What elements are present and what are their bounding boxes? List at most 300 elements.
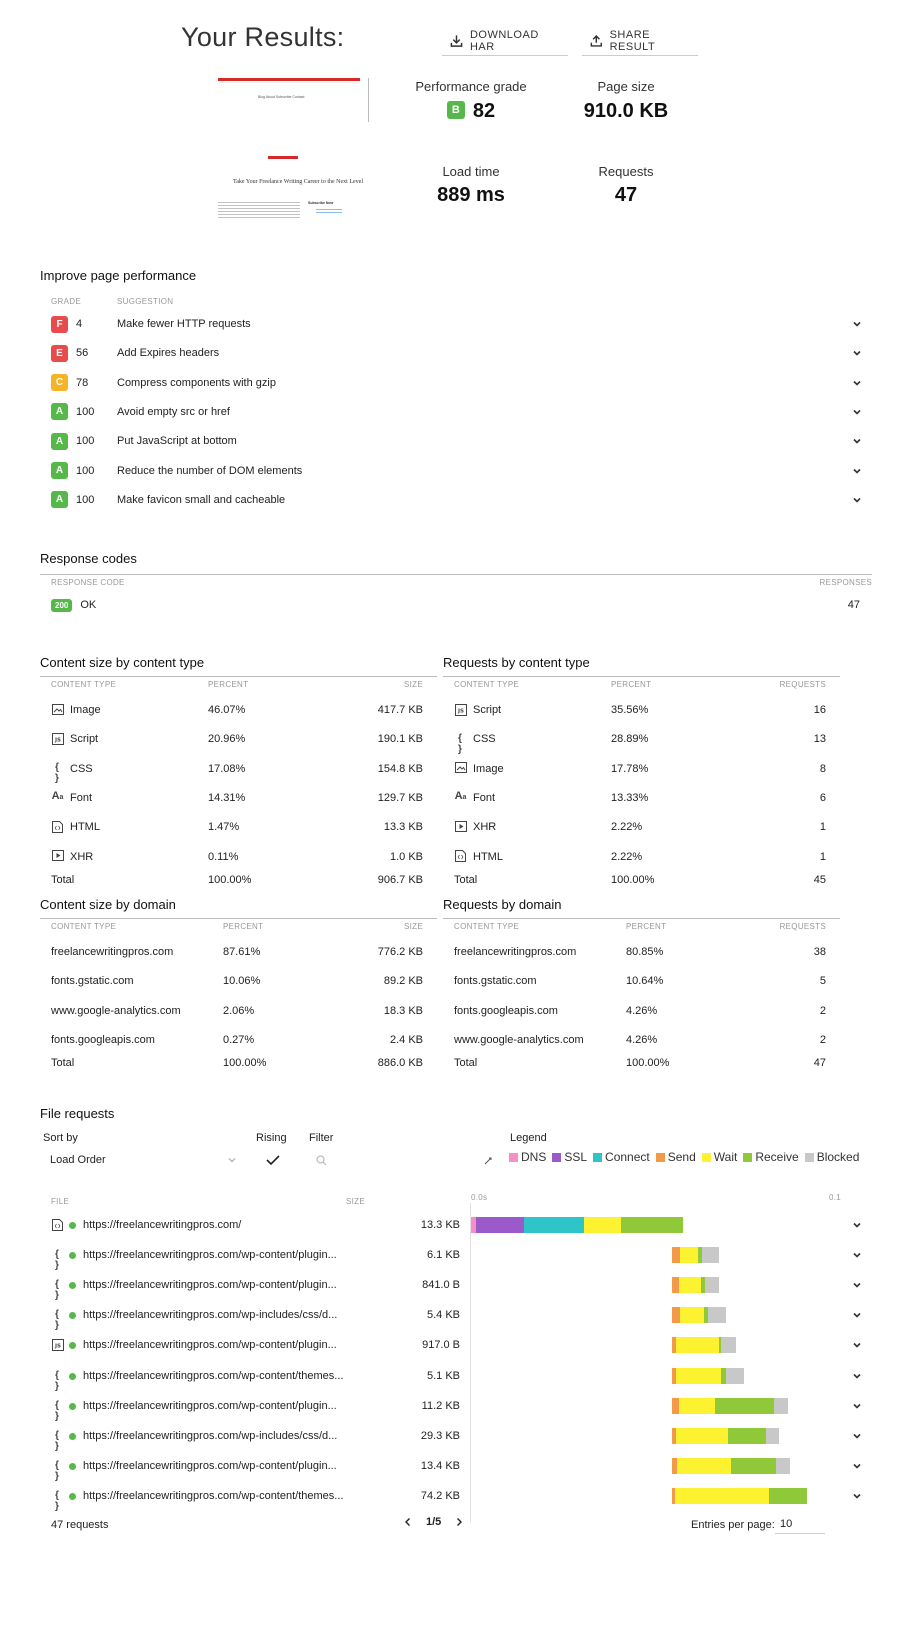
content-type-column-header: CONTENT TYPE <box>51 680 117 689</box>
legend-swatch <box>805 1153 814 1162</box>
rising-label: Rising <box>256 1132 287 1144</box>
legend-label: Legend <box>510 1132 547 1144</box>
table-row <box>443 724 836 754</box>
share-result-button[interactable] <box>582 26 698 56</box>
total-percent: 100.00% <box>626 1057 670 1070</box>
timing-blocked-segment <box>726 1368 745 1384</box>
row-value: 2 <box>819 1004 826 1017</box>
row-percent: 1.47% <box>208 821 240 834</box>
row-percent: 13.33% <box>611 791 649 804</box>
grade-score: 82 <box>472 100 496 122</box>
suggestion-row[interactable] <box>40 456 872 486</box>
file-request-row[interactable] <box>40 1481 872 1511</box>
chevron-down-icon[interactable] <box>852 495 862 505</box>
total-label: Total <box>454 873 478 886</box>
file-request-row[interactable] <box>40 1330 872 1360</box>
grade-column-header: GRADE <box>51 297 81 306</box>
timing-blocked-segment <box>776 1458 789 1474</box>
sort-select[interactable] <box>50 1149 236 1171</box>
waterfall-bar <box>471 1307 792 1323</box>
waterfall-bar <box>471 1458 792 1474</box>
script-icon <box>454 704 467 717</box>
status-dot <box>69 1433 76 1440</box>
row-percent: 4.26% <box>626 1004 658 1017</box>
suggestion-score: 100 <box>76 493 95 506</box>
row-label: fonts.gstatic.com <box>51 975 134 988</box>
legend-text: Wait <box>713 1150 738 1164</box>
script-icon <box>51 1339 64 1352</box>
chevron-down-icon[interactable] <box>852 1220 862 1230</box>
chevron-down-icon[interactable] <box>852 1491 862 1501</box>
sort-select-value: Load Order <box>50 1154 106 1166</box>
suggestion-text: Reduce the number of DOM elements <box>117 464 303 477</box>
download-icon <box>450 34 463 48</box>
waterfall-bar <box>471 1488 792 1504</box>
row-label: fonts.googleapis.com <box>454 1004 558 1017</box>
file-request-row[interactable] <box>40 1240 872 1270</box>
file-url: https://freelancewritingpros.com/ <box>83 1219 242 1231</box>
value-column-header: REQUESTS <box>779 922 826 931</box>
timing-wait-segment <box>584 1217 621 1233</box>
filter-input[interactable] <box>309 1150 479 1172</box>
file-request-row[interactable] <box>40 1300 872 1330</box>
row-value: 776.2 KB <box>377 946 423 958</box>
file-url: https://freelancewritingpros.com/wp-content/plugin... <box>83 1279 337 1292</box>
page-size-label: Page size <box>597 79 655 94</box>
grade-letter-badge: A <box>51 462 68 479</box>
css-icon: { } <box>55 1459 60 1482</box>
legend-text: Blocked <box>816 1150 860 1164</box>
chevron-down-icon[interactable] <box>852 466 862 476</box>
timeline-end-label: 0.1 <box>829 1193 842 1202</box>
suggestion-row[interactable] <box>40 485 872 515</box>
total-percent: 100.00% <box>611 873 655 886</box>
html-icon <box>51 1219 64 1232</box>
timing-wait-segment <box>680 1307 704 1323</box>
table-total-row <box>443 1048 836 1078</box>
image-icon <box>454 762 467 775</box>
chevron-down-icon[interactable] <box>852 407 862 417</box>
status-dot <box>69 1493 76 1500</box>
content-type-column-header: CONTENT TYPE <box>454 680 520 689</box>
row-label: HTML <box>70 821 100 834</box>
svg-text:JS: JS <box>54 737 61 744</box>
row-percent: 35.56% <box>611 704 649 716</box>
file-size: 13.3 KB <box>420 1219 460 1231</box>
chevron-down-icon[interactable] <box>852 1280 862 1290</box>
file-request-row[interactable] <box>40 1270 872 1300</box>
row-percent: 17.78% <box>611 762 649 775</box>
legend-item <box>656 1150 696 1164</box>
chevron-down-icon[interactable] <box>852 1310 862 1320</box>
suggestion-score: 100 <box>76 435 95 448</box>
entries-per-page-select[interactable]: 10 <box>775 1512 825 1534</box>
requests-value: 47 <box>614 184 638 206</box>
grade-letter-badge: E <box>51 345 68 362</box>
row-value: 13 <box>813 733 826 746</box>
responses-column-header: RESPONSES <box>819 578 872 587</box>
total-percent: 100.00% <box>208 873 252 886</box>
value-column-header: SIZE <box>404 680 423 689</box>
file-url: https://freelancewritingpros.com/wp-includes/css/d... <box>83 1309 338 1322</box>
suggestion-score: 56 <box>76 347 89 360</box>
suggestion-text: Avoid empty src or href <box>117 405 230 418</box>
suggestion-score: 100 <box>76 405 95 418</box>
row-value: 5 <box>819 975 826 988</box>
total-value: 45 <box>813 873 826 886</box>
table-row <box>443 754 836 784</box>
table-row <box>443 695 836 725</box>
css-icon: { } <box>55 1399 60 1422</box>
chevron-down-icon[interactable] <box>852 1431 862 1441</box>
row-percent: 2.06% <box>223 1004 255 1017</box>
grade-letter-badge: A <box>51 433 68 450</box>
file-size: 841.0 B <box>422 1279 460 1292</box>
waterfall-bar <box>471 1398 792 1414</box>
row-label: fonts.gstatic.com <box>454 975 537 988</box>
download-har-label: DOWNLOAD HAR <box>469 28 539 53</box>
table-row <box>443 996 836 1026</box>
row-label: fonts.googleapis.com <box>51 1033 155 1046</box>
suggestion-column-header: SUGGESTION <box>117 297 174 306</box>
status-dot <box>69 1312 76 1319</box>
suggestion-row[interactable] <box>40 426 872 456</box>
css-icon: { } <box>55 1429 60 1452</box>
row-percent: 14.31% <box>208 791 246 804</box>
row-value: 89.2 KB <box>383 975 423 988</box>
timing-send-segment <box>672 1307 680 1323</box>
sort-by-label: Sort by <box>43 1132 78 1144</box>
suggestion-score: 100 <box>76 464 95 477</box>
suggestion-score: 78 <box>76 376 89 389</box>
timing-wait-segment <box>675 1488 769 1504</box>
row-label: Image <box>473 762 504 775</box>
table-row <box>40 724 433 754</box>
grade-letter-badge: C <box>51 374 68 391</box>
file-size: 13.4 KB <box>420 1459 460 1472</box>
timing-send-segment <box>672 1247 680 1263</box>
suggestion-text: Put JavaScript at bottom <box>117 435 237 448</box>
content_size_domain-title: Content size by domain <box>40 897 176 912</box>
chevron-down-icon[interactable] <box>852 319 862 329</box>
chevron-down-icon[interactable] <box>852 378 862 388</box>
table-row <box>443 937 836 967</box>
timing-wait-segment <box>676 1428 727 1444</box>
chevron-down-icon[interactable] <box>852 436 862 446</box>
timing-send-segment <box>672 1277 679 1293</box>
file-url: https://freelancewritingpros.com/wp-includes/css/d... <box>83 1429 338 1442</box>
row-label: HTML <box>473 850 503 863</box>
entries-per-page-label: Entries per page: <box>691 1519 775 1531</box>
status-count: 47 <box>847 599 860 611</box>
performance-section-title: Improve page performance <box>40 268 197 283</box>
timing-wait-segment <box>677 1458 731 1474</box>
row-label: Script <box>70 733 99 746</box>
row-value: 154.8 KB <box>377 762 423 775</box>
row-value: 16 <box>813 704 826 716</box>
row-label: www.google-analytics.com <box>454 1033 584 1046</box>
row-label: freelancewritingpros.com <box>454 946 577 958</box>
row-label: Font <box>473 791 496 804</box>
table-row <box>40 695 433 725</box>
row-percent: 0.11% <box>208 850 239 863</box>
timing-blocked-segment <box>702 1247 719 1263</box>
status-text: OK <box>80 599 97 611</box>
timing-receive-segment <box>621 1217 683 1233</box>
row-value: 13.3 KB <box>383 821 423 834</box>
value-column-header: REQUESTS <box>779 680 826 689</box>
timing-blocked-segment <box>705 1277 719 1293</box>
legend-swatch <box>552 1153 561 1162</box>
row-value: 1 <box>819 850 826 863</box>
table-row <box>40 966 433 996</box>
image-icon <box>51 704 64 717</box>
file-size: 917.0 B <box>422 1339 460 1352</box>
waterfall-bar <box>471 1428 792 1444</box>
total-value: 906.7 KB <box>377 873 423 886</box>
next-page-icon[interactable] <box>455 1517 463 1527</box>
row-percent: 28.89% <box>611 733 649 746</box>
row-percent: 46.07% <box>208 704 246 716</box>
table-row <box>40 754 433 784</box>
chevron-down-icon[interactable] <box>852 1461 862 1471</box>
total-label: Total <box>454 1057 478 1070</box>
font-icon: Aa <box>454 790 467 803</box>
percent-column-header: PERCENT <box>611 680 652 689</box>
file-size: 6.1 KB <box>426 1249 460 1262</box>
performance-grade-value <box>391 100 551 123</box>
percent-column-header: PERCENT <box>208 680 249 689</box>
legend-item <box>743 1150 798 1164</box>
chevron-down-icon[interactable] <box>852 1401 862 1411</box>
file-request-row[interactable] <box>40 1210 872 1240</box>
html-icon <box>454 850 467 863</box>
total-percent: 100.00% <box>223 1057 267 1070</box>
suggestion-text: Compress components with gzip <box>117 376 276 389</box>
legend-text: Send <box>667 1150 696 1164</box>
search-icon <box>316 1155 327 1166</box>
file-size: 5.4 KB <box>426 1309 460 1322</box>
page-screenshot-thumbnail <box>218 78 380 230</box>
value-column-header: SIZE <box>404 922 423 931</box>
row-percent: 20.96% <box>208 733 246 746</box>
share-result-label: SHARE RESULT <box>609 28 656 53</box>
load-time-label: Load time <box>442 164 500 179</box>
waterfall-bar <box>471 1247 792 1263</box>
timing-wait-segment <box>676 1368 721 1384</box>
suggestion-row[interactable] <box>40 338 872 368</box>
row-percent: 2.22% <box>611 850 643 863</box>
svg-text:JS: JS <box>54 1343 61 1350</box>
timing-connect-segment <box>524 1217 584 1233</box>
row-label: XHR <box>70 850 94 863</box>
thumbnail-nav: Blog About Subscribe Contact <box>258 95 305 99</box>
xhr-icon <box>51 850 64 863</box>
css-icon: { } <box>55 762 60 785</box>
timing-wait-segment <box>679 1277 701 1293</box>
legend <box>509 1150 865 1165</box>
percent-column-header: PERCENT <box>223 922 264 931</box>
chevron-down-icon <box>228 1156 236 1164</box>
file-url: https://freelancewritingpros.com/wp-content/themes... <box>83 1489 344 1502</box>
row-label: Script <box>473 704 502 716</box>
requests-count: 47 requests <box>51 1519 109 1531</box>
file-size: 74.2 KB <box>420 1489 460 1502</box>
thumbnail-subscribe: Subscribe Now <box>308 201 334 205</box>
timing-receive-segment <box>715 1398 773 1414</box>
row-label: www.google-analytics.com <box>51 1004 181 1017</box>
download-har-button[interactable] <box>442 26 568 56</box>
status-dot <box>69 1282 76 1289</box>
file-size: 11.2 KB <box>421 1399 460 1412</box>
legend-swatch <box>656 1153 665 1162</box>
suggestion-row[interactable] <box>40 397 872 427</box>
row-value: 417.7 KB <box>377 704 423 716</box>
row-value: 1.0 KB <box>389 850 423 863</box>
timing-blocked-segment <box>766 1428 779 1444</box>
timing-send-segment <box>672 1398 679 1414</box>
html-icon <box>51 821 64 834</box>
response-code-row <box>40 590 872 620</box>
status-dot <box>69 1252 76 1259</box>
timing-blocked-segment <box>708 1307 726 1323</box>
file-request-row[interactable] <box>40 1361 872 1391</box>
table-total-row <box>40 1048 433 1078</box>
file-size: 29.3 KB <box>420 1429 460 1442</box>
css-icon: { } <box>55 1309 60 1332</box>
suggestion-row[interactable] <box>40 368 872 398</box>
grade-letter-badge: F <box>51 316 68 333</box>
content_size_type-title: Content size by content type <box>40 655 205 670</box>
content-type-column-header: CONTENT TYPE <box>454 922 520 931</box>
row-label: XHR <box>473 821 497 834</box>
timing-receive-segment <box>769 1488 807 1504</box>
table-total-row <box>443 865 836 895</box>
table-row <box>40 812 433 842</box>
legend-text: Receive <box>755 1150 799 1164</box>
performance-grade-label: Performance grade <box>415 79 527 94</box>
row-value: 2 <box>819 1033 826 1046</box>
row-value: 6 <box>819 791 826 804</box>
svg-text:JS: JS <box>457 708 464 714</box>
row-value: 1 <box>819 821 826 834</box>
suggestion-text: Make fewer HTTP requests <box>117 318 251 330</box>
file-request-row[interactable] <box>40 1391 872 1421</box>
legend-swatch <box>702 1153 711 1162</box>
table-row <box>40 937 433 967</box>
table-row <box>40 783 433 813</box>
row-percent: 17.08% <box>208 762 246 775</box>
legend-toggle-icon <box>483 1156 493 1166</box>
suggestion-score: 4 <box>76 318 83 330</box>
row-percent: 0.27% <box>223 1033 255 1046</box>
file-column-header: FILE <box>51 1197 70 1206</box>
legend-swatch <box>743 1153 752 1162</box>
table-row <box>443 966 836 996</box>
load-time-value: 889 ms <box>437 184 505 206</box>
css-icon: { } <box>55 1369 60 1392</box>
file-request-row[interactable] <box>40 1421 872 1451</box>
response-codes-title: Response codes <box>40 551 137 566</box>
table-row <box>443 812 836 842</box>
total-label: Total <box>51 1057 75 1070</box>
chevron-down-icon[interactable] <box>852 1250 862 1260</box>
timing-receive-segment <box>731 1458 776 1474</box>
row-value: 190.1 KB <box>377 733 423 746</box>
timing-wait-segment <box>676 1337 718 1353</box>
css-icon: { } <box>55 1279 60 1302</box>
status-dot <box>69 1222 76 1229</box>
file-url: https://freelancewritingpros.com/wp-content/plugin... <box>83 1399 337 1412</box>
script-icon <box>51 733 64 746</box>
row-percent: 80.85% <box>626 946 664 958</box>
legend-text: SSL <box>564 1150 588 1164</box>
status-badge: 200 <box>51 599 72 612</box>
row-value: 2.4 KB <box>389 1033 423 1046</box>
table-row <box>40 996 433 1026</box>
suggestion-text: Add Expires headers <box>117 347 220 360</box>
percent-column-header: PERCENT <box>626 922 667 931</box>
share-icon <box>590 34 603 48</box>
thumbnail-headline: Take Your Freelance Writing Career to the Next Level <box>232 179 364 185</box>
file-requests-title: File requests <box>40 1106 115 1121</box>
css-icon: { } <box>458 732 463 755</box>
css-icon: { } <box>55 1489 60 1512</box>
file-request-row[interactable] <box>40 1451 872 1481</box>
response-code-column-header: RESPONSE CODE <box>51 578 125 587</box>
suggestion-row[interactable] <box>40 309 872 339</box>
legend-item <box>552 1150 587 1164</box>
grade-letter-badge: A <box>51 491 68 508</box>
content-type-column-header: CONTENT TYPE <box>51 922 117 931</box>
row-percent: 4.26% <box>626 1033 658 1046</box>
table-total-row <box>40 865 433 895</box>
legend-swatch <box>593 1153 602 1162</box>
rising-checkbox[interactable] <box>266 1154 280 1166</box>
row-label: freelancewritingpros.com <box>51 946 174 958</box>
requests_type-title: Requests by content type <box>443 655 590 670</box>
requests_domain-title: Requests by domain <box>443 897 562 912</box>
css-icon: { } <box>55 1249 60 1272</box>
row-value: 8 <box>819 762 826 775</box>
legend-text: DNS <box>521 1150 547 1164</box>
filter-label: Filter <box>309 1132 334 1144</box>
file-url: https://freelancewritingpros.com/wp-content/themes... <box>83 1369 344 1382</box>
legend-item <box>509 1150 546 1164</box>
chevron-down-icon[interactable] <box>852 1340 862 1350</box>
status-dot <box>69 1342 76 1349</box>
prev-page-icon[interactable] <box>404 1517 412 1527</box>
font-icon: Aa <box>51 790 64 803</box>
row-value: 18.3 KB <box>383 1004 423 1017</box>
row-percent: 2.22% <box>611 821 643 834</box>
chevron-down-icon[interactable] <box>852 1371 862 1381</box>
row-label: CSS <box>70 762 93 775</box>
waterfall-bar <box>471 1368 792 1384</box>
grade-badge: B <box>447 101 465 119</box>
waterfall-bar <box>471 1337 792 1353</box>
chevron-down-icon[interactable] <box>852 348 862 358</box>
file-url: https://freelancewritingpros.com/wp-content/plugin... <box>83 1459 337 1472</box>
timing-wait-segment <box>680 1247 699 1263</box>
status-dot <box>69 1373 76 1380</box>
pagination <box>404 1516 463 1528</box>
page-title: Your Results: <box>181 22 345 52</box>
suggestion-text: Make favicon small and cacheable <box>117 493 286 506</box>
legend-item <box>702 1150 738 1164</box>
timing-blocked-segment <box>774 1398 788 1414</box>
total-label: Total <box>51 873 75 886</box>
